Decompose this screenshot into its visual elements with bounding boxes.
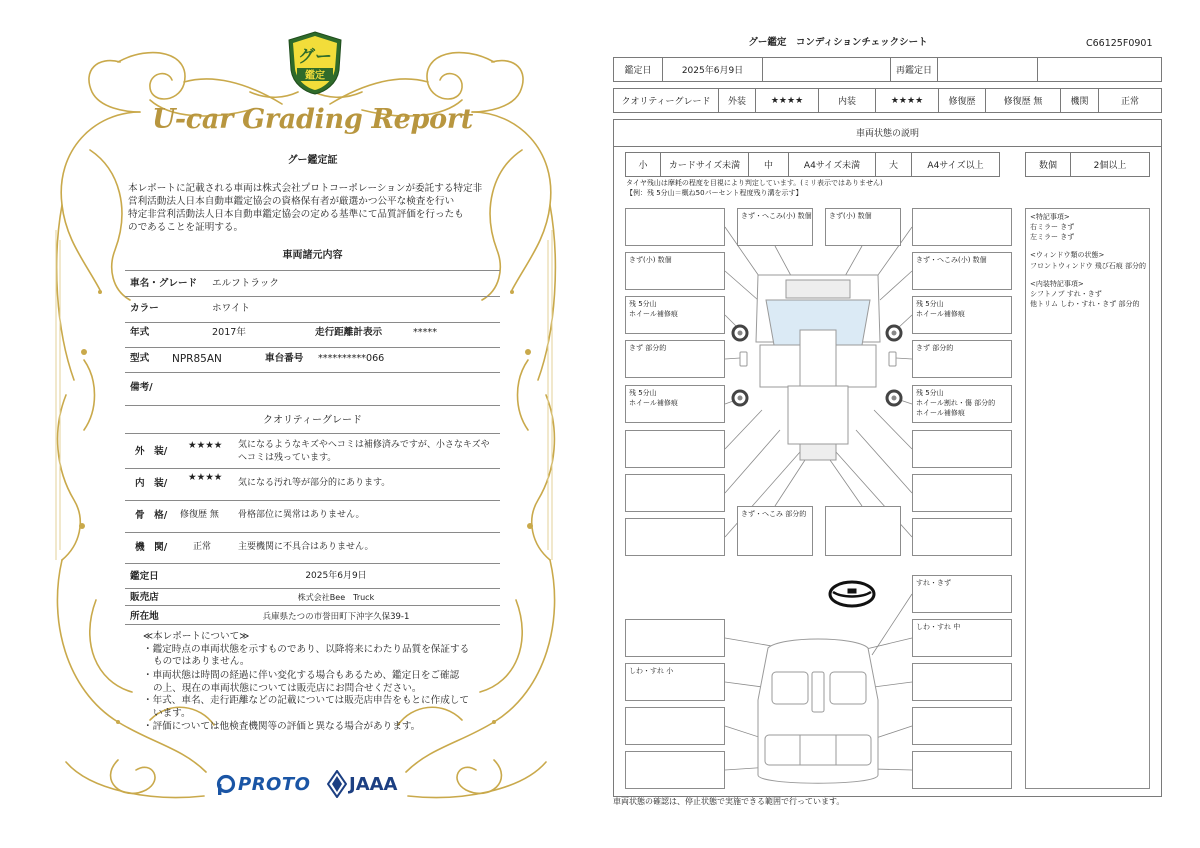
damage-box-right-6: [912, 430, 1012, 468]
sheet-code: C66125F0901: [1086, 38, 1153, 49]
engine-rating: 正常: [193, 542, 212, 552]
size-small-desc: カードサイズ未満: [660, 152, 749, 177]
box-text-line: 残 5分山: [916, 389, 944, 397]
header-date-value: 2025年6月9日: [662, 57, 763, 82]
remarks-heading: <ウィンドウ類の状態>: [1030, 251, 1105, 260]
size-small: 小: [625, 152, 661, 177]
frame-rating: 修復歴 無: [180, 510, 219, 520]
grade-interior-label: 内装: [818, 88, 876, 113]
box-text-line: きず・へこみ 部分的: [741, 510, 807, 518]
grade-label: クオリティーグレード: [613, 88, 719, 113]
exterior-comment: ヘコミは残っています。: [238, 453, 337, 463]
grade-engine-label: 機関: [1060, 88, 1099, 113]
engine-label: 機 関/: [135, 542, 168, 553]
notes-header: ≪本レポートについて≫: [143, 631, 250, 642]
damage-box-right-8: [912, 518, 1012, 556]
interior-box-left-4: [625, 751, 725, 789]
remarks-item: 右ミラー きず: [1030, 223, 1075, 232]
remarks-item: 他トリム しわ・すれ・きず 部分的: [1030, 299, 1140, 308]
model-label: 型式: [130, 353, 150, 364]
damage-box-right-5: [912, 385, 1012, 423]
note-line: ・車両状態は時間の経過に伴い変化する場合もあるため、鑑定日をご確認: [143, 670, 460, 681]
color-value: ホワイト: [212, 303, 251, 314]
box-text-line: ホイール補修痕: [629, 399, 678, 408]
logo-text-bottom: 鑑定: [305, 70, 325, 82]
note-line: ものではありません。: [153, 656, 250, 667]
condition-check-sheet-page: [600, 0, 1200, 848]
divider: [125, 270, 500, 271]
remarks-item: フロントウィンドウ 飛び石痕 部分的: [1030, 261, 1147, 270]
damage-box-top-2: [825, 208, 901, 246]
report-title: U-car Grading Report: [152, 104, 473, 135]
damage-box-right-7: [912, 474, 1012, 512]
proto-logo-text: PROTO: [238, 774, 311, 795]
interior-box-right-2: [912, 619, 1012, 657]
box-text-line: きず・へこみ(小) 数個: [741, 212, 812, 220]
jaaa-logo-emblem: [327, 770, 347, 798]
interior-box-right-3: [912, 663, 1012, 701]
tire-note: タイヤ残山は摩耗の程度を目視により判定しています。(ミリ表示ではありません): [626, 179, 883, 187]
damage-box-bottom-2: [825, 506, 901, 556]
proto-logo-icon: [216, 774, 236, 796]
divider: [125, 605, 500, 606]
size-medium: 中: [748, 152, 789, 177]
quality-title: クオリティーグレード: [263, 415, 362, 426]
damage-box-right-4: [912, 340, 1012, 378]
damage-box-right-1: [912, 208, 1012, 246]
interior-box-right-4: [912, 707, 1012, 745]
year-value: 2017年: [212, 327, 247, 338]
divider: [125, 563, 500, 564]
damage-box-bottom-1: [737, 506, 813, 556]
intro-line: 特定非営利活動法人日本自動車鑑定協会の定める基準にて品質評価を行ったも: [128, 209, 464, 220]
tire-note: 【例：残 5分山＝概ね50パーセント程度残り溝を示す】: [626, 189, 803, 197]
remarks-group: [1030, 279, 1145, 309]
divider: [125, 532, 500, 533]
divider: [125, 624, 500, 625]
year-label: 年式: [130, 327, 150, 338]
specs-title: 車両諸元内容: [282, 250, 343, 261]
box-text-line: ホイール補修痕: [916, 310, 965, 319]
box-text-line: きず(小) 数個: [629, 256, 672, 264]
remarks-item: 左ミラー きず: [1030, 233, 1075, 242]
intro-line: 営利活動法人日本自動車鑑定協会の資格保有者が厳選かつ公平な検査を行い: [128, 196, 455, 207]
divider: [125, 405, 500, 406]
note-line: います。: [153, 708, 191, 719]
size-large-desc: A4サイズ以上: [911, 152, 1000, 177]
box-text-line: 残 5分山: [916, 300, 944, 308]
car-name-value: エルフトラック: [212, 278, 279, 289]
box-text-line: ホイール割れ・傷 部分的: [916, 399, 996, 408]
exterior-comment: 気になるようなキズやヘコミは補修済みですが、小さなキズや: [238, 440, 490, 450]
damage-box-left-1: [625, 208, 725, 246]
count-desc: 2個以上: [1070, 152, 1150, 177]
box-text-line: しわ・すれ 中: [916, 623, 961, 631]
box-text-line: すれ・きず: [916, 579, 951, 587]
damage-box-left-4: [625, 340, 725, 378]
size-medium-desc: A4サイズ未満: [788, 152, 876, 177]
frame-label: 骨 格/: [135, 510, 168, 521]
box-text-line: しわ・すれ 小: [629, 667, 674, 675]
certificate-title: グー鑑定証: [287, 155, 338, 166]
box-text-line: きず(小) 数個: [829, 212, 872, 220]
note-line: ・評価については他検査機関等の評価と異なる場合があります。: [143, 721, 421, 732]
remarks-heading: <内装特記事項>: [1030, 279, 1084, 288]
divider: [125, 588, 500, 589]
box-text-line: 残 5分山: [629, 389, 657, 397]
box-text-line: ホイール補修痕: [629, 310, 678, 319]
damage-box-top-1: [737, 208, 813, 246]
grade-repair-value: 修復歴 無: [985, 88, 1061, 113]
goo-kantei-logo: [285, 30, 345, 96]
note-line: ・年式、車名、走行距離などの記載については販売店申告をもとに作成して: [143, 695, 469, 706]
logo-text-top: グー: [298, 47, 332, 67]
interior-box-left-3: [625, 707, 725, 745]
remarks-group: [1030, 212, 1145, 242]
mileage-label: 走行距離計表示: [315, 327, 383, 338]
damage-box-left-5: [625, 385, 725, 423]
frame-comment: 骨格部位に異常はありません。: [238, 510, 365, 520]
interior-rating: ★★★★: [188, 472, 223, 483]
divider: [125, 468, 500, 469]
sheet-title: グー鑑定 コンディションチェックシート: [748, 37, 928, 48]
appraisal-date-value: 2025年6月9日: [305, 571, 367, 581]
steering-wheel-icon: [830, 582, 874, 606]
interior-box-left-2: [625, 663, 725, 701]
damage-box-left-7: [625, 474, 725, 512]
box-text-line: ホイール補修痕: [916, 409, 965, 418]
damage-box-left-2: [625, 252, 725, 290]
model-value: NPR85AN: [172, 353, 222, 365]
remarks-group: [1030, 250, 1145, 270]
interior-label: 内 装/: [135, 478, 168, 489]
car-name-label: 車名・グレード: [130, 278, 198, 289]
interior-box-right-1: [912, 575, 1012, 613]
intro-line: 本レポートに記載される車両は株式会社プロトコーポレーションが委託する特定非: [128, 183, 483, 194]
note-line: の上、現在の車両状態については販売店にお問合せください。: [153, 683, 422, 694]
box-text-line: きず 部分的: [916, 344, 954, 352]
header-date-label: 鑑定日: [613, 57, 663, 82]
remarks-heading: <特記事項>: [1030, 213, 1070, 221]
mileage-value: *****: [413, 327, 437, 338]
color-label: カラー: [130, 303, 159, 314]
chassis-value: **********066: [318, 353, 385, 364]
divider: [125, 322, 500, 323]
remarks-panel: [1025, 208, 1150, 789]
grade-engine-value: 正常: [1098, 88, 1162, 113]
jaaa-logo-text: JAAA: [349, 774, 398, 795]
box-text-line: 残 5分山: [629, 300, 657, 308]
divider: [125, 433, 500, 434]
dealer-value: 株式会社Bee Truck: [297, 593, 375, 602]
grade-repair-label: 修復歴: [938, 88, 986, 113]
dealer-label: 販売店: [130, 592, 159, 603]
divider: [125, 347, 500, 348]
grade-exterior-label: 外装: [718, 88, 756, 113]
engine-comment: 主要機関に不具合はありません。: [238, 542, 374, 552]
grade-interior-value: ★★★★: [875, 88, 939, 113]
damage-box-left-6: [625, 430, 725, 468]
damage-box-left-3: [625, 296, 725, 334]
remarks-item: シフトノブ すれ・きず: [1030, 289, 1102, 298]
count-label: 数個: [1025, 152, 1071, 177]
divider: [125, 372, 500, 373]
footer-note: 車両状態の確認は、停止状態で実施できる範囲で行っています。: [613, 797, 845, 806]
address-label: 所在地: [130, 611, 159, 622]
intro-line: のであることを証明する。: [128, 222, 244, 233]
size-large: 大: [875, 152, 912, 177]
appraisal-date-label: 鑑定日: [130, 571, 159, 582]
remarks-label: 備考/: [130, 382, 153, 393]
interior-diagram: [758, 639, 878, 783]
divider: [125, 296, 500, 297]
header-reappraisal-label: 再鑑定日: [890, 57, 938, 82]
note-line: ・鑑定時点の車両状態を示すものであり、以降将来にわたり品質を保証する: [143, 644, 470, 655]
exterior-rating: ★★★★: [188, 440, 223, 451]
box-text-line: きず 部分的: [629, 344, 667, 352]
damage-box-right-2: [912, 252, 1012, 290]
damage-box-right-3: [912, 296, 1012, 334]
exterior-label: 外 装/: [135, 446, 168, 457]
box-text-line: きず・へこみ(小) 数個: [916, 256, 987, 264]
grade-exterior-value: ★★★★: [755, 88, 819, 113]
divider: [125, 500, 500, 501]
section-title: 車両状態の説明: [613, 119, 1162, 147]
interior-comment: 気になる汚れ等が部分的にあります。: [238, 478, 391, 488]
damage-box-left-8: [625, 518, 725, 556]
interior-box-left-1: [625, 619, 725, 657]
address-value: 兵庫県たつの市誉田町下沖字久保39-1: [262, 612, 410, 622]
interior-box-right-5: [912, 751, 1012, 789]
chassis-label: 車台番号: [265, 353, 304, 364]
